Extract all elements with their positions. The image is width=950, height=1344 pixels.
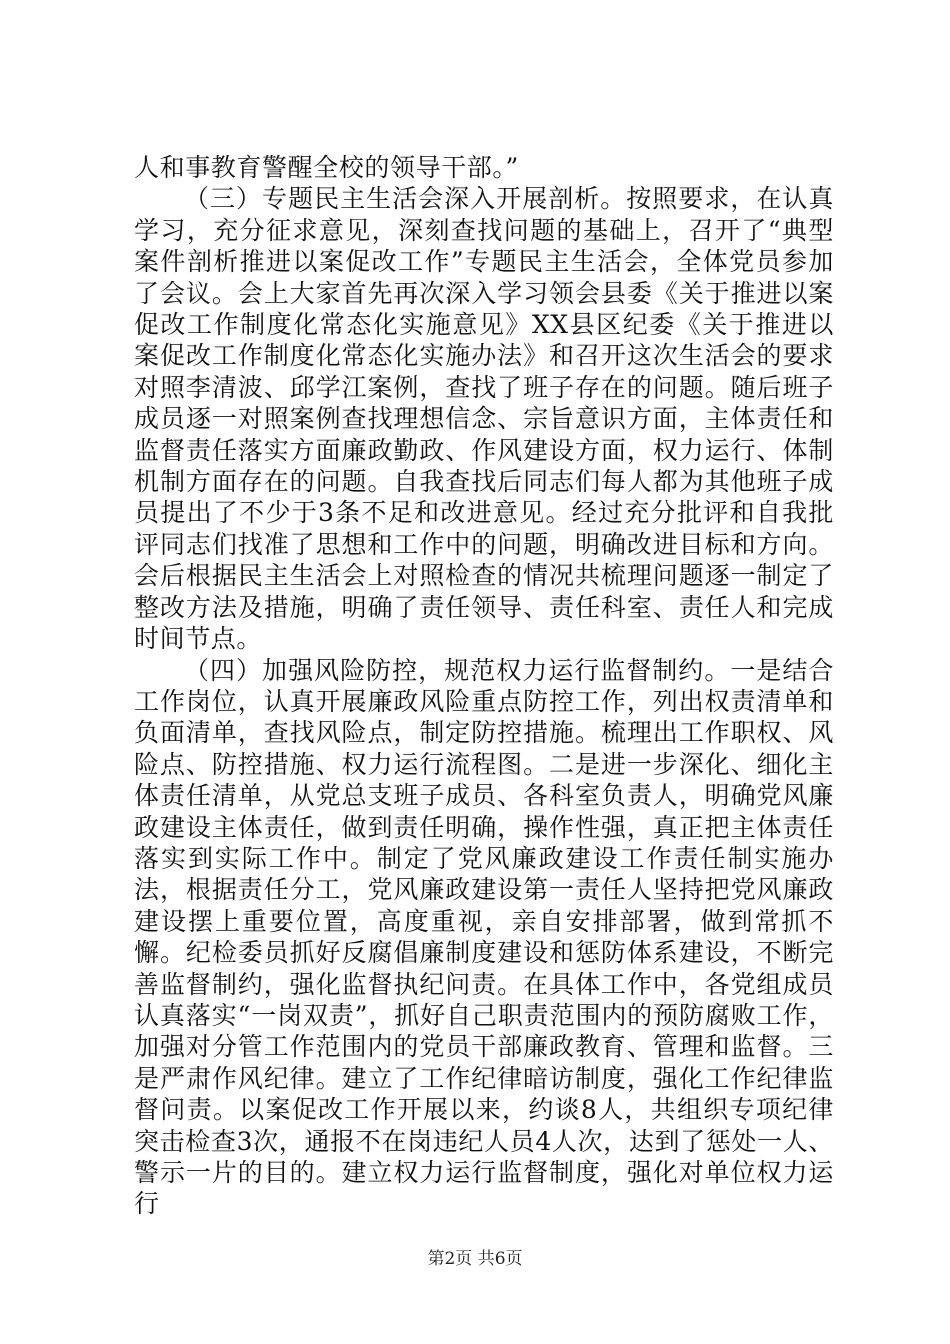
paragraph-section-4: （四）加强风险防控，规范权力运行监督制约。一是结合工作岗位，认真开展廉政风险重点防控工作，列出权责清单和负面清单，查找风险点，制定防控措施。梳理出工作职权、风险点、防控措施、权力运行流程图。二是进一步深化、细化主体责任清单，从党总支班子成员、各科室负责人，明确党风廉政建设主体责任，做到责任明确，操作性强，真正把主体责任落实到实际工作中。制定了党风廉政建设工作责任制实施办法，根据责任分工，党风廉政建设第一责任人坚持把党风廉政建设摆上重要位置，高度重视，亲自安排部署，做到常抓不懈。纪检委员抓好反腐倡廉制度建设和惩防体系建设，不断完善监督制约，强化监督执纪问责。在具体工作中，各党组成员认真落实“一岗双责”，抓好自己职责范围内的预防腐败工作，加强对分管工作范围内的党员干部廉政教育、管理和监督。三是严肃作风纪律。建立了工作纪律暗访制度，强化工作纪律监督问责。以案促改工作开展以来，约谈8人，共组织专项纪律突击检查3次，通报不在岗违纪人员4人次，达到了惩处一人、警示一片的目的。建立权力运行监督制度，强化对单位权力运行 (134, 655, 834, 1219)
paragraph-section-3: （三）专题民主生活会深入开展剖析。按照要求，在认真学习，充分征求意见，深刻查找问题的基础上，召开了“典型案件剖析推进以案促改工作”专题民主生活会，全体党员参加了会议。会上大家首先再次深入学习领会县委《关于推进以案促改工作制度化常态化实施意见》XX县区纪委《关于推进以案促改工作制度化常态化实施办法》和召开这次生活会的要求对照李清波、邱学江案例，查找了班子存在的问题。随后班子成员逐一对照案例查找理想信念、宗旨意识方面，主体责任和监督责任落实方面廉政勤政、作风建设方面，权力运行、体制机制方面存在的问题。自我查找后同志们每人都为其他班子成员提出了不少于3条不足和改进意见。经过充分批评和自我批评同志们找准了思想和工作中的问题，明确改进目标和方向。会后根据民主生活会上对照检查的情况共梳理问题逐一制定了整改方法及措施，明确了责任领导、责任科室、责任人和完成时间节点。 (134, 184, 834, 654)
paragraph-continuation: 人和事教育警醒全校的领导干部。” (134, 153, 519, 182)
page-number-footer: 第2页 共6页 (427, 1249, 523, 1269)
body-text (134, 152, 834, 1220)
